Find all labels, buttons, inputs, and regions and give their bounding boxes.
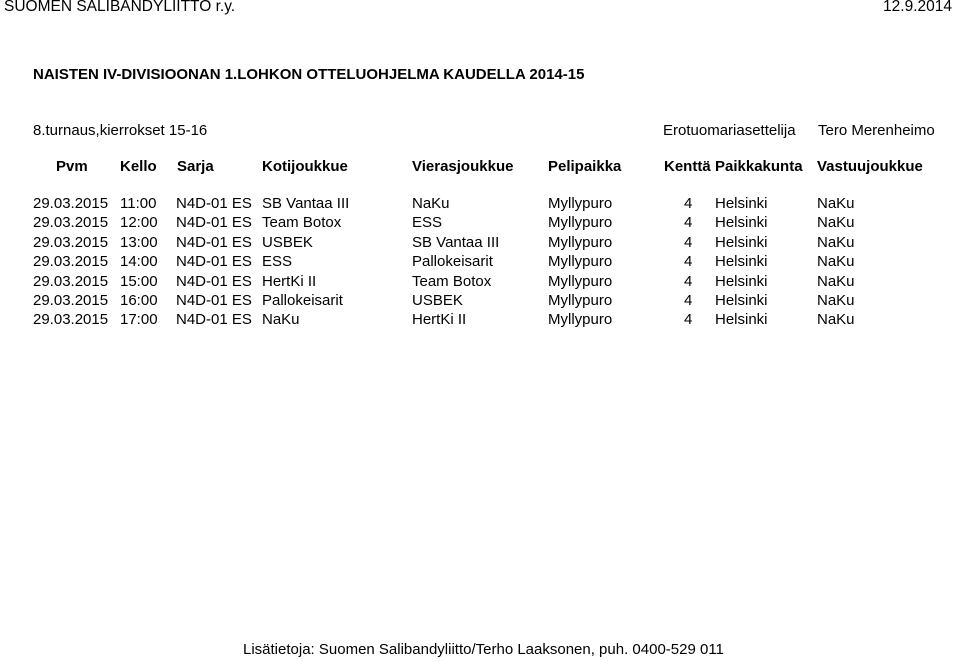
document-date: 12.9.2014 bbox=[883, 0, 952, 15]
cell-pvm: 29.03.2015 bbox=[33, 272, 109, 290]
column-header-pvm: Pvm bbox=[56, 158, 88, 175]
row-indent bbox=[0, 310, 33, 329]
cell-paikkakunta: Helsinki bbox=[715, 311, 768, 329]
cell-koti: Pallokeisarit bbox=[262, 292, 343, 310]
cell-sarja: N4D-01 ES bbox=[176, 214, 252, 232]
cell-pvm: 29.03.2015 bbox=[33, 195, 109, 212]
column-header-pelipaikka: Pelipaikka bbox=[548, 158, 622, 175]
column-header-vierasjoukkue: Vierasjoukkue bbox=[412, 158, 514, 175]
cell-kello: 12:00 bbox=[120, 214, 158, 232]
column-header-vastuujoukkue: Vastuujoukkue bbox=[817, 158, 923, 175]
cell-pvm: 29.03.2015 bbox=[33, 233, 109, 251]
row-indent bbox=[0, 233, 33, 252]
cell-sarja: N4D-01 ES bbox=[176, 292, 252, 310]
cell-vieras: HertKi II bbox=[412, 311, 467, 329]
cell-kentta: 4 bbox=[684, 214, 693, 232]
cell-vastuu: NaKu bbox=[817, 292, 855, 310]
table-row bbox=[0, 213, 917, 232]
cell-kentta: 4 bbox=[684, 311, 693, 329]
cell-vastuu: NaKu bbox=[817, 233, 855, 251]
cell-vastuu: NaKu bbox=[817, 253, 855, 271]
row-indent bbox=[0, 291, 33, 310]
cell-koti: HertKi II bbox=[262, 272, 317, 290]
cell-kentta: 4 bbox=[684, 253, 693, 271]
cell-kello: 14:00 bbox=[120, 253, 158, 271]
column-header-kello: Kello bbox=[120, 158, 157, 175]
cell-kentta: 4 bbox=[684, 272, 693, 290]
cell-sarja: N4D-01 ES bbox=[176, 233, 252, 251]
games-table bbox=[0, 194, 917, 330]
cell-sarja: N4D-01 ES bbox=[176, 195, 252, 212]
table-row bbox=[0, 194, 917, 213]
cell-paikkakunta: Helsinki bbox=[715, 253, 768, 271]
cell-paikkakunta: Helsinki bbox=[715, 292, 768, 310]
cell-sarja: N4D-01 ES bbox=[176, 272, 252, 290]
cell-kentta: 4 bbox=[684, 292, 693, 310]
cell-pelipaikka: Myllypuro bbox=[548, 311, 613, 329]
cell-kello: 17:00 bbox=[120, 311, 158, 329]
cell-pelipaikka: Myllypuro bbox=[548, 272, 613, 290]
cell-kentta: 4 bbox=[684, 195, 693, 212]
round-label: 8.turnaus,kierrokset 15-16 bbox=[33, 122, 208, 139]
row-indent bbox=[0, 252, 33, 271]
cell-vieras: Pallokeisarit bbox=[412, 253, 493, 271]
table-row bbox=[0, 252, 917, 271]
cell-vieras: Team Botox bbox=[412, 272, 492, 290]
column-header-kotijoukkue: Kotijoukkue bbox=[262, 158, 348, 175]
row-indent bbox=[0, 213, 33, 232]
cell-pvm: 29.03.2015 bbox=[33, 214, 109, 232]
cell-pelipaikka: Myllypuro bbox=[548, 214, 613, 232]
cell-vieras: USBEK bbox=[412, 292, 463, 310]
cell-pelipaikka: Myllypuro bbox=[548, 195, 613, 212]
cell-vieras: SB Vantaa III bbox=[412, 233, 500, 251]
table-row bbox=[0, 291, 917, 310]
column-header-sarja: Sarja bbox=[177, 158, 214, 175]
referee-assigner-label: Erotuomariasettelija bbox=[663, 122, 796, 139]
cell-koti: Team Botox bbox=[262, 214, 342, 232]
cell-pelipaikka: Myllypuro bbox=[548, 292, 613, 310]
page-title: NAISTEN IV-DIVISIOONAN 1.LOHKON OTTELUOHJELMA KAUDELLA 2014-15 bbox=[33, 66, 585, 83]
cell-vastuu: NaKu bbox=[817, 195, 855, 212]
cell-pvm: 29.03.2015 bbox=[33, 311, 109, 329]
column-header-paikkakunta: Paikkakunta bbox=[715, 158, 803, 175]
cell-koti: NaKu bbox=[262, 311, 300, 329]
cell-paikkakunta: Helsinki bbox=[715, 195, 768, 212]
cell-kello: 11:00 bbox=[120, 195, 157, 212]
table-row bbox=[0, 310, 917, 329]
cell-kello: 16:00 bbox=[120, 292, 158, 310]
row-indent bbox=[0, 272, 33, 291]
cell-vieras: ESS bbox=[412, 214, 443, 232]
cell-paikkakunta: Helsinki bbox=[715, 214, 768, 232]
cell-kello: 13:00 bbox=[120, 233, 158, 251]
cell-koti: ESS bbox=[262, 253, 293, 271]
cell-paikkakunta: Helsinki bbox=[715, 233, 768, 251]
referee-assigner-name: Tero Merenheimo bbox=[818, 122, 935, 139]
column-header-kentta: Kenttä bbox=[664, 158, 711, 175]
cell-vastuu: NaKu bbox=[817, 272, 855, 290]
cell-kello: 15:00 bbox=[120, 272, 158, 290]
cell-vieras: NaKu bbox=[412, 195, 450, 212]
cell-kentta: 4 bbox=[684, 233, 693, 251]
cell-pvm: 29.03.2015 bbox=[33, 292, 109, 310]
cell-koti: SB Vantaa III bbox=[262, 195, 350, 212]
cell-pelipaikka: Myllypuro bbox=[548, 233, 613, 251]
cell-vastuu: NaKu bbox=[817, 311, 855, 329]
organization-name: SUOMEN SALIBANDYLIITTO r.y. bbox=[4, 0, 236, 15]
cell-sarja: N4D-01 ES bbox=[176, 311, 252, 329]
cell-vastuu: NaKu bbox=[817, 214, 855, 232]
footer-contact: Lisätietoja: Suomen Salibandyliitto/Terho Laaksonen, puh. 0400-529 011 bbox=[243, 641, 724, 658]
cell-pvm: 29.03.2015 bbox=[33, 253, 109, 271]
cell-paikkakunta: Helsinki bbox=[715, 272, 768, 290]
cell-pelipaikka: Myllypuro bbox=[548, 253, 613, 271]
cell-koti: USBEK bbox=[262, 233, 313, 251]
row-indent bbox=[0, 194, 33, 213]
table-row bbox=[0, 272, 917, 291]
table-row bbox=[0, 233, 917, 252]
cell-sarja: N4D-01 ES bbox=[176, 253, 252, 271]
